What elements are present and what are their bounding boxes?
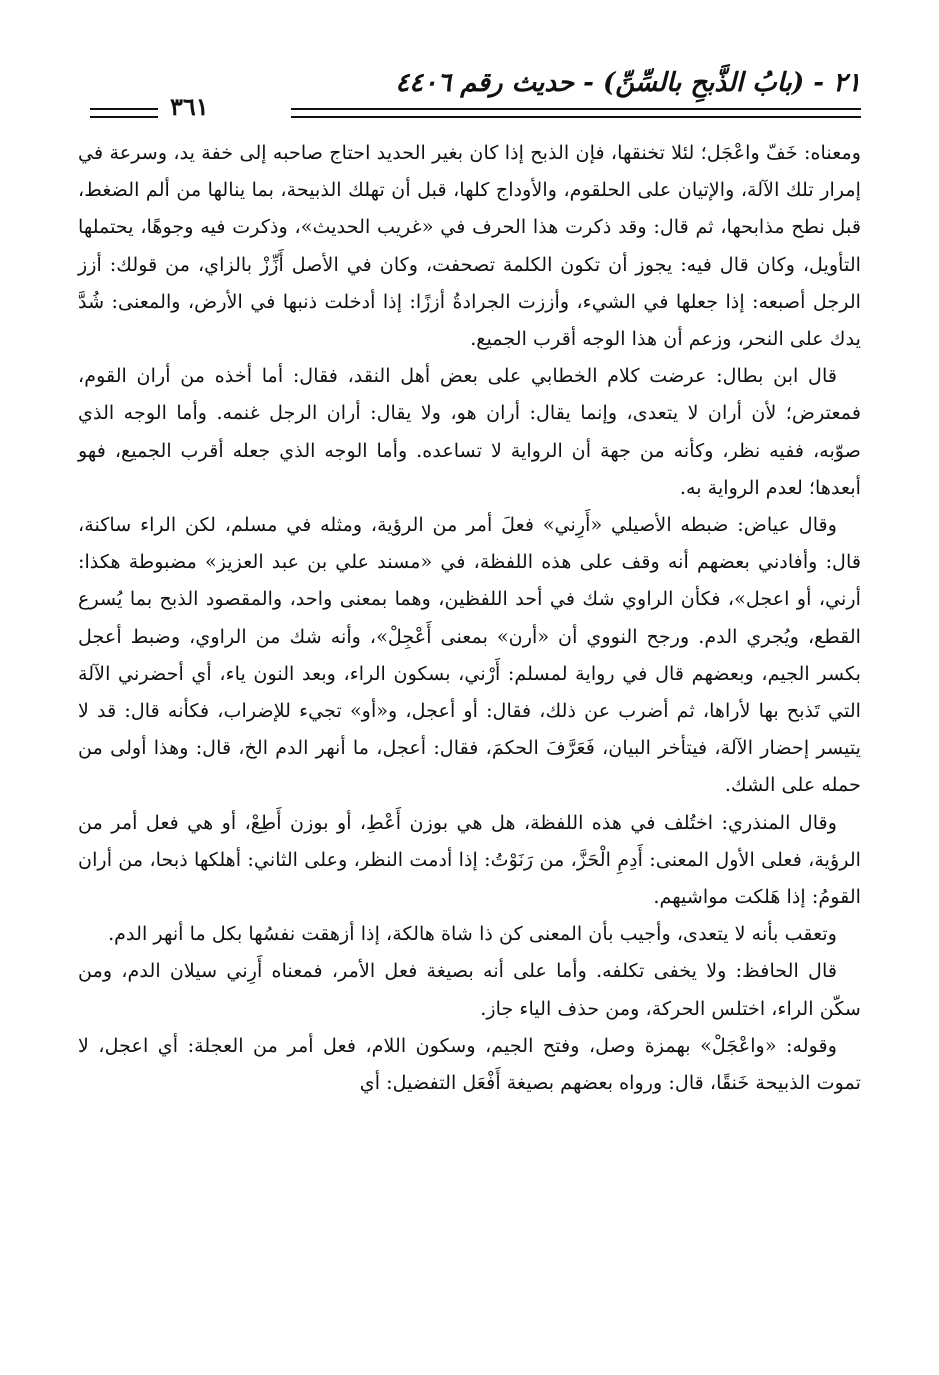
paragraph: وقال المنذري: اختُلف في هذه اللفظة، هل هي بوزن أَعْطِ، أو بوزن أَطِعْ، أو هي فعل أمر من الرؤية، فعلى الأول المعنى: أَدِمِ الْحَزَّ، من رَنَوْتُ: إذا أدمت النظر، وعلى الثاني: أهلكها ذبحا، من أران القومُ: إذا هَلكت مواشيهم. [78, 810, 861, 909]
header-double-rule [291, 108, 861, 118]
paragraph: وتعقب بأنه لا يتعدى، وأجيب بأن المعنى كن ذا شاة هالكة، إذا أزهقت نفسُها بكل ما أنهر الدم. [108, 922, 837, 946]
paragraph: قال الحافظ: ولا يخفى تكلفه. وأما على أنه بصيغة فعل الأمر، فمعناه أَرِني سيلان الدم، ومن سكّن الراء، اختلس الحركة، ومن حذف الياء جاز. [78, 959, 861, 1020]
chapter-title: ٢١ - (بابُ الذَّبحِ بالسِّنِّ) - حديث رقم ٤٤٠٦ [395, 68, 861, 98]
document-page [78, 58, 861, 1355]
page-number: ٣٦١ [170, 92, 209, 121]
paragraph: وقال عياض: ضبطه الأصيلي «أَرِني» فعلَ أمر من الرؤية، ومثله في مسلم، لكن الراء ساكنة، قال: وأفادني بعضهم أنه وقف على هذه اللفظة، في «مسند علي بن عبد العزيز» مضبوطة هكذا: أرني، أو اعجل»، فكأن الراوي شك في أحد اللفظين، وهما بمعنى واحد، والمقصود الذبح بما يُسرع القطع، ويُجري الدم. ورجح النووي أن «أرن» بمعنى أَعْجِلْ»، وأنه شك من الراوي، وضبط أعجل بكسر الجيم، وبعضهم قال في رواية لمسلم: أَرْني، بسكون الراء، وبعد النون ياء، أي أحضرني الآلة التي تَذبح بها لأراها، ثم أضرب عن ذلك، فقال: أو أعجل، و«أو» تجيء للإضراب، فكأنه قال: قد لا يتيسر إحضار الآلة، فيتأخر البيان، فَعَرَّفَ الحكمَ، فقال: أعجل، ما أنهر الدم الخ، قال: وهذا أولى من حمله على الشك. [78, 513, 861, 797]
paragraph: قال ابن بطال: عرضت كلام الخطابي على بعض أهل النقد، فقال: أما أخذه من أران القوم، فمعترض؛ لأن أران لا يتعدى، وإنما يقال: أران هو، ولا يقال: أران الرجل غنمه. وأما الوجه الذي صوّبه، ففيه نظر، وكأنه من جهة أن الرواية لا تساعده. وأما الوجه الذي جعله أقرب الجميع، فهو أبعدها؛ لعدم الرواية به. [78, 364, 861, 499]
paragraph: ومعناه: خَفّ واعْجَل؛ لئلا تخنقها، فإن الذبح إذا كان بغير الحديد احتاج صاحبه إلى خفة يد، وسرعة في إمرار تلك الآلة، والإتيان على الحلقوم، والأوداج كلها، قبل أن تهلك الذبيحة، بما ينالها من ألم الضغط، قبل نطح مذابحها، ثم قال: وقد ذكرت هذا الحرف في «غريب الحديث»، وذكرت فيه وجوهًا، يحتملها التأويل، وكان قال فيه: يجوز أن تكون الكلمة تصحفت، وكان في الأصل أَزِّزْ بالزاي، من قولك: أزز الرجل أصبعه: إذا جعلها في الشيء، وأززت الجرادةُ أززًا: إذا أدخلت ذنبها في الأرض، والمعنى: شُدَّ يدك على النحر، وزعم أن هذا الوجه أقرب الجميع. [78, 141, 861, 351]
page-number-double-rule [90, 108, 158, 118]
page-header [78, 58, 861, 122]
paragraph: وقوله: «واعْجَلْ» بهمزة وصل، وفتح الجيم، وسكون اللام، فعل أمر من العجلة: أي اعجل، لا تموت الذبيحة خَنقًا، قال: ورواه بعضهم بصيغة أَفْعَل التفضيل: أي [78, 1033, 861, 1095]
page-body [78, 134, 861, 1101]
